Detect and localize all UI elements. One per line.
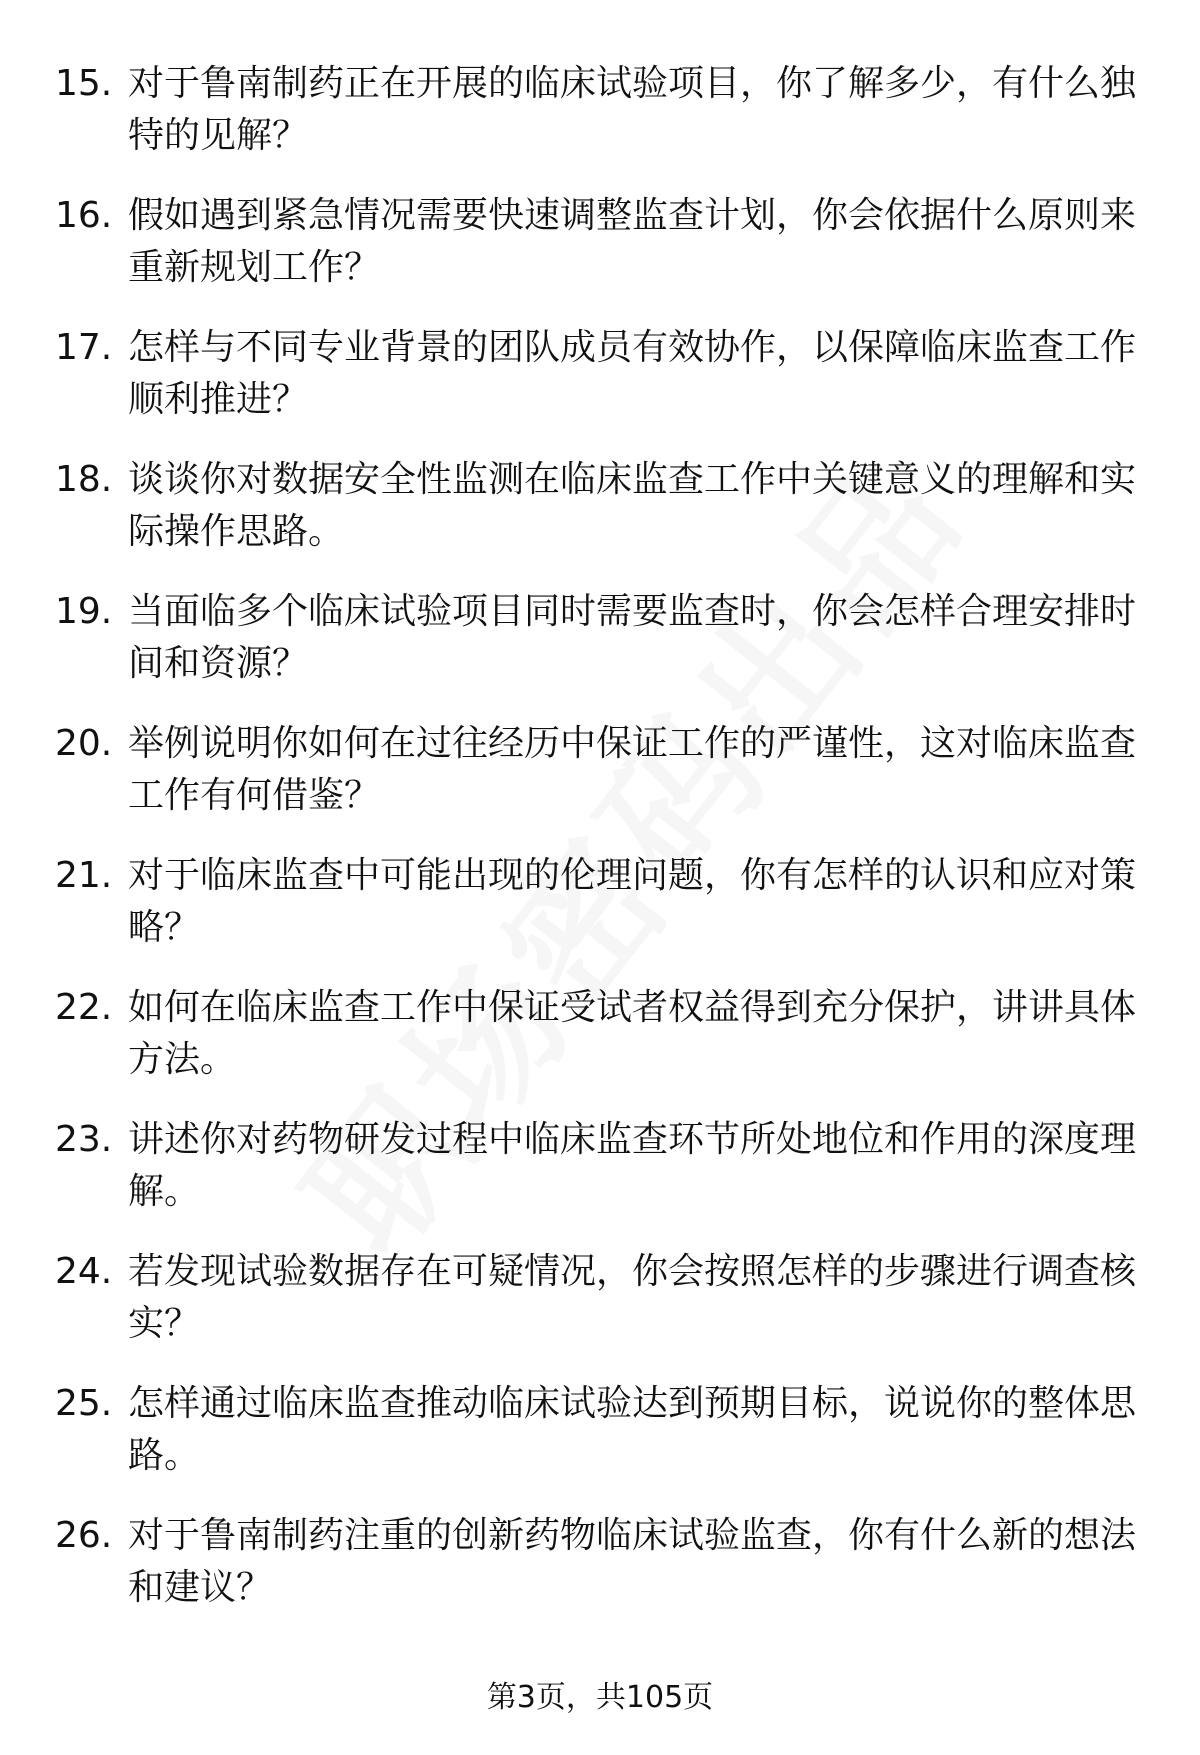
question-text: 如何在临床监查工作中保证受试者权益得到充分保护，讲讲具体方法。 [128,987,1137,1080]
question-text: 对于鲁南制药正在开展的临床试验项目，你了解多少，有什么独特的见解？ [128,63,1137,156]
question-number: 25. [55,1383,113,1424]
question-number: 26. [55,1515,113,1556]
question-number: 15. [55,63,113,104]
question-item [0,850,1200,982]
question-text: 若发现试验数据存在可疑情况，你会按照怎样的步骤进行调查核实？ [128,1251,1137,1344]
question-number: 19. [55,591,113,632]
question-item [0,1510,1200,1642]
question-number: 24. [55,1251,113,1292]
question-number: 16. [55,195,113,236]
question-item [0,58,1200,190]
question-text: 对于临床监查中可能出现的伦理问题，你有怎样的认识和应对策略？ [128,855,1137,948]
question-text: 怎样通过临床监查推动临床试验达到预期目标，说说你的整体思路。 [128,1383,1137,1476]
question-number: 21. [55,855,113,896]
page-footer [0,1678,1200,1718]
question-item [0,454,1200,586]
question-item [0,982,1200,1114]
question-item [0,1114,1200,1246]
question-text: 对于鲁南制药注重的创新药物临床试验监查，你有什么新的想法和建议？ [128,1515,1137,1608]
question-item [0,190,1200,322]
question-text: 举例说明你如何在过往经历中保证工作的严谨性，这对临床监查工作有何借鉴？ [128,723,1137,816]
question-number: 22. [55,987,113,1028]
question-item [0,1378,1200,1510]
question-text: 当面临多个临床试验项目同时需要监查时，你会怎样合理安排时间和资源？ [128,591,1137,684]
question-number: 18. [55,459,113,500]
question-number: 23. [55,1119,113,1160]
page-number-label: 第3页，共105页 [486,1680,714,1715]
question-text: 假如遇到紧急情况需要快速调整监查计划，你会依据什么原则来重新规划工作？ [128,195,1137,288]
question-number: 17. [55,327,113,368]
question-list [0,58,1200,1642]
question-item [0,718,1200,850]
question-number: 20. [55,723,113,764]
question-text: 怎样与不同专业背景的团队成员有效协作，以保障临床监查工作顺利推进？ [128,327,1137,420]
question-item [0,322,1200,454]
question-item [0,586,1200,718]
question-item [0,1246,1200,1378]
question-text: 谈谈你对数据安全性监测在临床监查工作中关键意义的理解和实际操作思路。 [128,459,1137,552]
question-text: 讲述你对药物研发过程中临床监查环节所处地位和作用的深度理解。 [128,1119,1137,1212]
